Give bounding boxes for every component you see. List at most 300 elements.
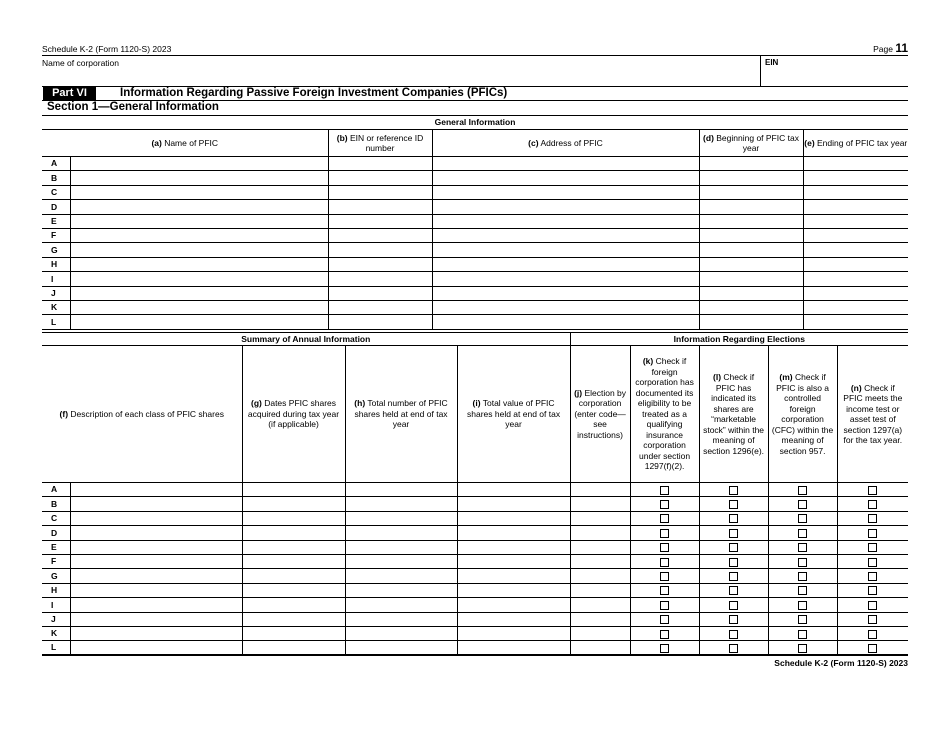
dates-acquired-field[interactable] — [242, 483, 345, 497]
total-value-field[interactable] — [457, 540, 570, 554]
name-field[interactable] — [70, 243, 328, 257]
ein-field[interactable] — [328, 214, 432, 228]
name-field[interactable] — [70, 272, 328, 286]
marketable-stock-cell — [699, 511, 768, 525]
footer-form-name: Schedule K-2 (Form 1120-S) 2023 — [774, 658, 908, 668]
cfc-checkbox[interactable] — [798, 486, 807, 495]
dates-acquired-field[interactable] — [242, 583, 345, 597]
total-value-field[interactable] — [457, 554, 570, 568]
address-field[interactable] — [432, 200, 699, 214]
qualifying-insurance-cell — [630, 511, 699, 525]
ending-field[interactable] — [803, 286, 908, 300]
income-asset-test-checkbox[interactable] — [868, 630, 877, 639]
column-letter: (n) — [850, 382, 862, 393]
beginning-field[interactable] — [699, 315, 803, 329]
form-name-header: Schedule K-2 (Form 1120-S) 2023 — [42, 44, 172, 54]
table-row — [42, 598, 908, 612]
column-d-letter: (d) — [703, 132, 714, 143]
description-field[interactable] — [70, 626, 242, 640]
ending-field[interactable] — [803, 300, 908, 314]
column-text: Dates PFIC shares acquired during tax year (if applicable) — [247, 398, 340, 430]
cfc-cell — [768, 511, 837, 525]
column-text: Check if PFIC is also a controlled foreign corporation (CFC) within the meaning of section 957. — [771, 372, 834, 456]
ein-divider — [760, 55, 761, 86]
ending-field[interactable] — [803, 272, 908, 286]
ending-field[interactable] — [803, 243, 908, 257]
ein-field[interactable] — [328, 200, 432, 214]
name-field[interactable] — [70, 157, 328, 171]
marketable-stock-checkbox[interactable] — [729, 644, 738, 653]
cfc-checkbox[interactable] — [798, 630, 807, 639]
column-text: Check if PFIC has indicated its shares are “marketable stock” within the meaning of section 1296(e). — [703, 372, 765, 456]
ending-field[interactable] — [803, 257, 908, 271]
total-value-field[interactable] — [457, 497, 570, 511]
row-label: H — [42, 583, 70, 597]
beginning-field[interactable] — [699, 257, 803, 271]
address-field[interactable] — [432, 286, 699, 300]
beginning-field[interactable] — [699, 214, 803, 228]
dates-acquired-field[interactable] — [242, 612, 345, 626]
column-text: Election by corporation (enter code—see instructions) — [574, 387, 627, 440]
cfc-checkbox[interactable] — [798, 572, 807, 581]
dates-acquired-field[interactable] — [242, 526, 345, 540]
cfc-cell — [768, 483, 837, 497]
column-e-text: Ending of PFIC tax year — [814, 137, 908, 148]
marketable-stock-checkbox[interactable] — [729, 601, 738, 610]
column-c-letter: (c) — [528, 137, 539, 148]
row-label: I — [42, 598, 70, 612]
row-label: D — [42, 526, 70, 540]
column-letter: (j) — [574, 387, 583, 398]
description-field[interactable] — [70, 569, 242, 583]
marketable-stock-checkbox[interactable] — [729, 615, 738, 624]
cfc-cell — [768, 598, 837, 612]
ending-field[interactable] — [803, 185, 908, 199]
table-row — [42, 641, 908, 655]
marketable-stock-cell — [699, 554, 768, 568]
dates-acquired-field[interactable] — [242, 554, 345, 568]
general-information-band: General Information — [42, 116, 908, 130]
ein-field[interactable] — [328, 228, 432, 242]
beginning-field[interactable] — [699, 300, 803, 314]
ein-field[interactable] — [328, 157, 432, 171]
total-value-field[interactable] — [457, 511, 570, 525]
description-field[interactable] — [70, 612, 242, 626]
qualifying-insurance-checkbox[interactable] — [660, 586, 669, 595]
cfc-cell — [768, 526, 837, 540]
total-value-field[interactable] — [457, 526, 570, 540]
election-code-field[interactable] — [570, 598, 630, 612]
row-label: K — [42, 626, 70, 640]
ending-field[interactable] — [803, 228, 908, 242]
ein-field[interactable] — [328, 272, 432, 286]
column-j-header — [570, 346, 630, 483]
column-text: Check if PFIC meets the income test or asset test of section 1297(a) for the tax year. — [843, 382, 903, 445]
row-label: J — [42, 612, 70, 626]
marketable-stock-cell — [699, 526, 768, 540]
qualifying-insurance-checkbox[interactable] — [660, 572, 669, 581]
income-asset-test-cell — [837, 598, 908, 612]
total-shares-field[interactable] — [345, 641, 457, 655]
column-d-text: Beginning of PFIC tax year — [713, 132, 799, 153]
ein-field[interactable] — [328, 185, 432, 199]
qualifying-insurance-checkbox[interactable] — [660, 500, 669, 509]
marketable-stock-cell — [699, 598, 768, 612]
dates-acquired-field[interactable] — [242, 540, 345, 554]
column-c-text: Address of PFIC — [538, 137, 603, 148]
total-shares-field[interactable] — [345, 554, 457, 568]
marketable-stock-checkbox[interactable] — [729, 543, 738, 552]
cfc-checkbox[interactable] — [798, 586, 807, 595]
income-asset-test-checkbox[interactable] — [868, 601, 877, 610]
beginning-field[interactable] — [699, 228, 803, 242]
description-field[interactable] — [70, 641, 242, 655]
income-asset-test-checkbox[interactable] — [868, 543, 877, 552]
column-e-letter: (e) — [804, 137, 815, 148]
marketable-stock-checkbox[interactable] — [729, 630, 738, 639]
column-letter: (m) — [779, 372, 793, 382]
column-n-header — [837, 346, 908, 483]
column-letter: (h) — [354, 398, 366, 409]
table-row — [42, 228, 908, 242]
table-row — [42, 315, 908, 329]
description-field[interactable] — [70, 483, 242, 497]
total-shares-field[interactable] — [345, 511, 457, 525]
row-label: B — [42, 497, 70, 511]
table-row — [42, 483, 908, 497]
total-shares-field[interactable] — [345, 612, 457, 626]
address-field[interactable] — [432, 300, 699, 314]
cfc-checkbox[interactable] — [798, 529, 807, 538]
qualifying-insurance-checkbox[interactable] — [660, 615, 669, 624]
row-label: J — [42, 286, 70, 300]
beginning-field[interactable] — [699, 185, 803, 199]
description-field[interactable] — [70, 598, 242, 612]
marketable-stock-checkbox[interactable] — [729, 500, 738, 509]
address-field[interactable] — [432, 171, 699, 185]
cfc-checkbox[interactable] — [798, 644, 807, 653]
income-asset-test-cell — [837, 612, 908, 626]
cfc-checkbox[interactable] — [798, 500, 807, 509]
total-value-field[interactable] — [457, 569, 570, 583]
marketable-stock-checkbox[interactable] — [729, 586, 738, 595]
description-field[interactable] — [70, 526, 242, 540]
row-label: D — [42, 200, 70, 214]
qualifying-insurance-checkbox[interactable] — [660, 486, 669, 495]
row-label: G — [42, 243, 70, 257]
summary-band: Summary of Annual Information — [42, 333, 570, 346]
beginning-field[interactable] — [699, 200, 803, 214]
qualifying-insurance-cell — [630, 526, 699, 540]
row-label: E — [42, 214, 70, 228]
income-asset-test-checkbox[interactable] — [868, 615, 877, 624]
row-label: B — [42, 171, 70, 185]
ein-field[interactable] — [328, 171, 432, 185]
income-asset-test-cell — [837, 554, 908, 568]
table-row — [42, 157, 908, 171]
cfc-cell — [768, 540, 837, 554]
election-code-field[interactable] — [570, 554, 630, 568]
qualifying-insurance-cell — [630, 554, 699, 568]
cfc-checkbox[interactable] — [798, 601, 807, 610]
ein-field[interactable] — [328, 286, 432, 300]
row-label: H — [42, 257, 70, 271]
general-information-table — [42, 115, 908, 330]
table-row — [42, 497, 908, 511]
total-shares-field[interactable] — [345, 526, 457, 540]
cfc-cell — [768, 497, 837, 511]
qualifying-insurance-cell — [630, 540, 699, 554]
address-field[interactable] — [432, 257, 699, 271]
name-field[interactable] — [70, 257, 328, 271]
qualifying-insurance-cell — [630, 483, 699, 497]
total-value-field[interactable] — [457, 583, 570, 597]
election-code-field[interactable] — [570, 526, 630, 540]
income-asset-test-checkbox[interactable] — [868, 514, 877, 523]
dates-acquired-field[interactable] — [242, 497, 345, 511]
description-field[interactable] — [70, 554, 242, 568]
total-value-field[interactable] — [457, 483, 570, 497]
beginning-field[interactable] — [699, 243, 803, 257]
election-code-field[interactable] — [570, 626, 630, 640]
row-label: E — [42, 540, 70, 554]
beginning-field[interactable] — [699, 171, 803, 185]
total-value-field[interactable] — [457, 626, 570, 640]
ein-field[interactable] — [328, 315, 432, 329]
column-l-header — [699, 346, 768, 483]
income-asset-test-checkbox[interactable] — [868, 486, 877, 495]
qualifying-insurance-checkbox[interactable] — [660, 543, 669, 552]
name-field[interactable] — [70, 214, 328, 228]
income-asset-test-checkbox[interactable] — [868, 572, 877, 581]
beginning-field[interactable] — [699, 272, 803, 286]
marketable-stock-checkbox[interactable] — [729, 572, 738, 581]
column-e-ending — [803, 130, 908, 157]
ein-field[interactable] — [328, 257, 432, 271]
name-field[interactable] — [70, 300, 328, 314]
income-asset-test-checkbox[interactable] — [868, 644, 877, 653]
total-shares-field[interactable] — [345, 583, 457, 597]
ein-field[interactable] — [328, 243, 432, 257]
address-field[interactable] — [432, 185, 699, 199]
name-field[interactable] — [70, 315, 328, 329]
table-row — [42, 243, 908, 257]
income-asset-test-cell — [837, 641, 908, 655]
election-code-field[interactable] — [570, 497, 630, 511]
elections-band: Information Regarding Elections — [570, 333, 908, 346]
column-i-header — [457, 346, 570, 483]
cfc-cell — [768, 554, 837, 568]
row-label: F — [42, 228, 70, 242]
income-asset-test-checkbox[interactable] — [868, 500, 877, 509]
income-asset-test-checkbox[interactable] — [868, 529, 877, 538]
marketable-stock-checkbox[interactable] — [729, 558, 738, 567]
description-field[interactable] — [70, 497, 242, 511]
ending-field[interactable] — [803, 200, 908, 214]
table-row — [42, 569, 908, 583]
ending-field[interactable] — [803, 315, 908, 329]
income-asset-test-checkbox[interactable] — [868, 586, 877, 595]
election-code-field[interactable] — [570, 511, 630, 525]
table-row — [42, 171, 908, 185]
page-label: Page — [873, 44, 893, 54]
income-asset-test-cell — [837, 483, 908, 497]
column-h-header — [345, 346, 457, 483]
column-d-beginning — [699, 130, 803, 157]
qualifying-insurance-checkbox[interactable] — [660, 514, 669, 523]
address-field[interactable] — [432, 157, 699, 171]
column-letter: (k) — [642, 356, 654, 367]
column-text: Total number of PFIC shares held at end of tax year — [354, 398, 448, 430]
address-field[interactable] — [432, 243, 699, 257]
part-title: Information Regarding Passive Foreign Investment Companies (PFICs) — [120, 87, 508, 99]
cfc-cell — [768, 583, 837, 597]
row-label: G — [42, 569, 70, 583]
total-shares-field[interactable] — [345, 598, 457, 612]
column-a-text: Name of PFIC — [161, 137, 219, 148]
table-row — [42, 583, 908, 597]
marketable-stock-cell — [699, 626, 768, 640]
description-field[interactable] — [70, 583, 242, 597]
ending-field[interactable] — [803, 214, 908, 228]
marketable-stock-cell — [699, 641, 768, 655]
column-b-text: EIN or reference ID number — [347, 132, 424, 153]
marketable-stock-cell — [699, 483, 768, 497]
election-code-field[interactable] — [570, 540, 630, 554]
income-asset-test-cell — [837, 497, 908, 511]
income-asset-test-cell — [837, 583, 908, 597]
table-row — [42, 540, 908, 554]
marketable-stock-checkbox[interactable] — [729, 514, 738, 523]
description-field[interactable] — [70, 511, 242, 525]
qualifying-insurance-checkbox[interactable] — [660, 601, 669, 610]
dates-acquired-field[interactable] — [242, 626, 345, 640]
election-code-field[interactable] — [570, 612, 630, 626]
election-code-field[interactable] — [570, 483, 630, 497]
name-field[interactable] — [70, 171, 328, 185]
qualifying-insurance-checkbox[interactable] — [660, 529, 669, 538]
column-b-letter: (b) — [336, 132, 348, 143]
ein-label: EIN — [765, 58, 779, 67]
address-field[interactable] — [432, 272, 699, 286]
row-label: I — [42, 272, 70, 286]
total-shares-field[interactable] — [345, 626, 457, 640]
table-row — [42, 526, 908, 540]
total-shares-field[interactable] — [345, 497, 457, 511]
cfc-cell — [768, 569, 837, 583]
table-row — [42, 286, 908, 300]
income-asset-test-cell — [837, 526, 908, 540]
income-asset-test-checkbox[interactable] — [868, 558, 877, 567]
table-row — [42, 185, 908, 199]
name-field[interactable] — [70, 286, 328, 300]
address-field[interactable] — [432, 315, 699, 329]
ein-field[interactable] — [762, 68, 906, 84]
election-code-field[interactable] — [570, 583, 630, 597]
table-row — [42, 214, 908, 228]
column-b-ein — [328, 130, 432, 157]
dates-acquired-field[interactable] — [242, 598, 345, 612]
qualifying-insurance-cell — [630, 641, 699, 655]
marketable-stock-cell — [699, 540, 768, 554]
row-label: C — [42, 185, 70, 199]
ending-field[interactable] — [803, 171, 908, 185]
table-row — [42, 272, 908, 286]
total-value-field[interactable] — [457, 641, 570, 655]
beginning-field[interactable] — [699, 157, 803, 171]
marketable-stock-cell — [699, 497, 768, 511]
dates-acquired-field[interactable] — [242, 511, 345, 525]
qualifying-insurance-cell — [630, 598, 699, 612]
address-field[interactable] — [432, 214, 699, 228]
row-label: K — [42, 300, 70, 314]
qualifying-insurance-checkbox[interactable] — [660, 558, 669, 567]
cfc-checkbox[interactable] — [798, 558, 807, 567]
column-text: Total value of PFIC shares held at end of tax year — [466, 398, 561, 430]
total-value-field[interactable] — [457, 612, 570, 626]
section-title: Section 1—General Information — [47, 101, 219, 113]
column-text: Check if foreign corporation has documented its eligibility to be treated as a qualifying insurance corporation under section 1297(f)(2). — [635, 356, 694, 472]
qualifying-insurance-cell — [630, 583, 699, 597]
row-label: A — [42, 157, 70, 171]
cfc-checkbox[interactable] — [798, 615, 807, 624]
column-letter: (i) — [472, 398, 481, 409]
description-field[interactable] — [70, 540, 242, 554]
dates-acquired-field[interactable] — [242, 641, 345, 655]
marketable-stock-checkbox[interactable] — [729, 529, 738, 538]
name-field[interactable] — [70, 228, 328, 242]
ein-field[interactable] — [328, 300, 432, 314]
income-asset-test-cell — [837, 626, 908, 640]
marketable-stock-cell — [699, 612, 768, 626]
total-shares-field[interactable] — [345, 569, 457, 583]
beginning-field[interactable] — [699, 286, 803, 300]
column-letter: (g) — [250, 398, 262, 409]
qualifying-insurance-checkbox[interactable] — [660, 644, 669, 653]
dates-acquired-field[interactable] — [242, 569, 345, 583]
ending-field[interactable] — [803, 157, 908, 171]
cfc-checkbox[interactable] — [798, 543, 807, 552]
column-a-letter: (a) — [151, 137, 162, 148]
column-m-header — [768, 346, 837, 483]
part-badge: Part VI — [43, 87, 96, 100]
name-of-corporation-field[interactable] — [44, 68, 756, 84]
column-f-header — [42, 346, 242, 483]
election-code-field[interactable] — [570, 641, 630, 655]
election-code-field[interactable] — [570, 569, 630, 583]
address-field[interactable] — [432, 228, 699, 242]
total-shares-field[interactable] — [345, 540, 457, 554]
summary-elections-table — [42, 332, 908, 656]
total-value-field[interactable] — [457, 598, 570, 612]
name-of-corporation-label: Name of corporation — [42, 58, 120, 68]
qualifying-insurance-cell — [630, 497, 699, 511]
table-row — [42, 511, 908, 525]
qualifying-insurance-checkbox[interactable] — [660, 630, 669, 639]
income-asset-test-cell — [837, 540, 908, 554]
table-row — [42, 257, 908, 271]
column-c-address — [432, 130, 699, 157]
column-k-header — [630, 346, 699, 483]
column-a-name-of-pfic — [42, 130, 328, 157]
cfc-checkbox[interactable] — [798, 514, 807, 523]
total-shares-field[interactable] — [345, 483, 457, 497]
name-field[interactable] — [70, 200, 328, 214]
name-field[interactable] — [70, 185, 328, 199]
row-label: F — [42, 554, 70, 568]
marketable-stock-checkbox[interactable] — [729, 486, 738, 495]
cfc-cell — [768, 626, 837, 640]
